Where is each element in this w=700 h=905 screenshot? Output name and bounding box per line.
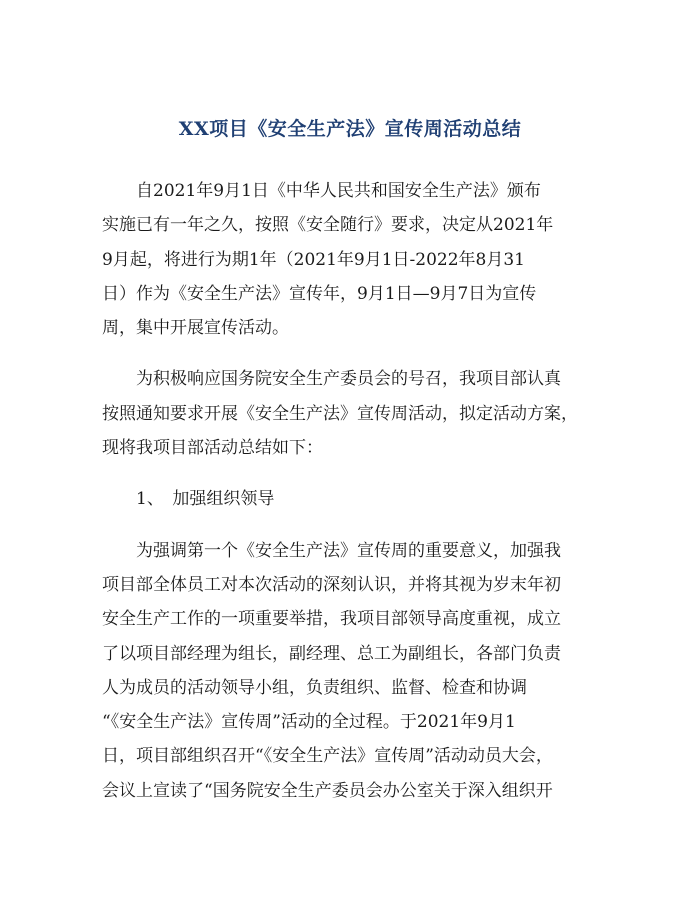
text-line: 9月起，将进行为期1年（2021年9月1日-2022年8月31 — [102, 249, 525, 270]
text-line: 了以项目部经理为组长，副经理、总工为副组长，各部门负责 — [102, 643, 561, 664]
text-line: 安全生产工作的一项重要举措，我项目部领导高度重视，成立 — [102, 609, 561, 630]
paragraph-intro — [102, 174, 602, 345]
text-line: 项目部全体员工对本次活动的深刻认识，并将其视为岁末年初 — [102, 574, 561, 595]
section-heading — [102, 482, 602, 516]
text-line: 现将我项目部活动总结如下： — [102, 438, 323, 459]
text-line: 实施已有一年之久，按照《安全随行》要求，决定从2021年 — [102, 215, 554, 236]
paragraph-response — [102, 362, 602, 465]
text-line: 人为成员的活动领导小组，负责组织、监督、检查和协调 — [102, 677, 527, 698]
text-line: 周，集中开展宣传活动。 — [102, 318, 289, 339]
text-line: 会议上宣读了“国务院安全生产委员会办公室关于深入组织开 — [102, 780, 553, 801]
text-line: 日，项目部组织召开“《安全生产法》宣传周”活动动员大会， — [102, 746, 553, 767]
text-line: 为积极响应国务院安全生产委员会的号召，我项目部认真 — [102, 369, 561, 390]
text-line: 为强调第一个《安全生产法》宣传周的重要意义，加强我 — [102, 540, 561, 561]
document-title: XX项目《安全生产法》宣传周活动总结 — [178, 118, 522, 140]
text-line: 自2021年9月1日《中华人民共和国安全生产法》颁布 — [102, 181, 541, 201]
text-line: 按照通知要求开展《安全生产法》宣传周活动，拟定活动方案， — [102, 403, 578, 424]
text-line: “《安全生产法》宣传周”活动的全过程。于2021年9月1 — [102, 712, 516, 733]
document-body — [102, 174, 602, 825]
text-line: 1、 加强组织领导 — [102, 489, 275, 510]
paragraph-organization — [102, 534, 602, 808]
text-line: 日）作为《安全生产法》宣传年，9月1日—9月7日为宣传 — [102, 283, 537, 304]
